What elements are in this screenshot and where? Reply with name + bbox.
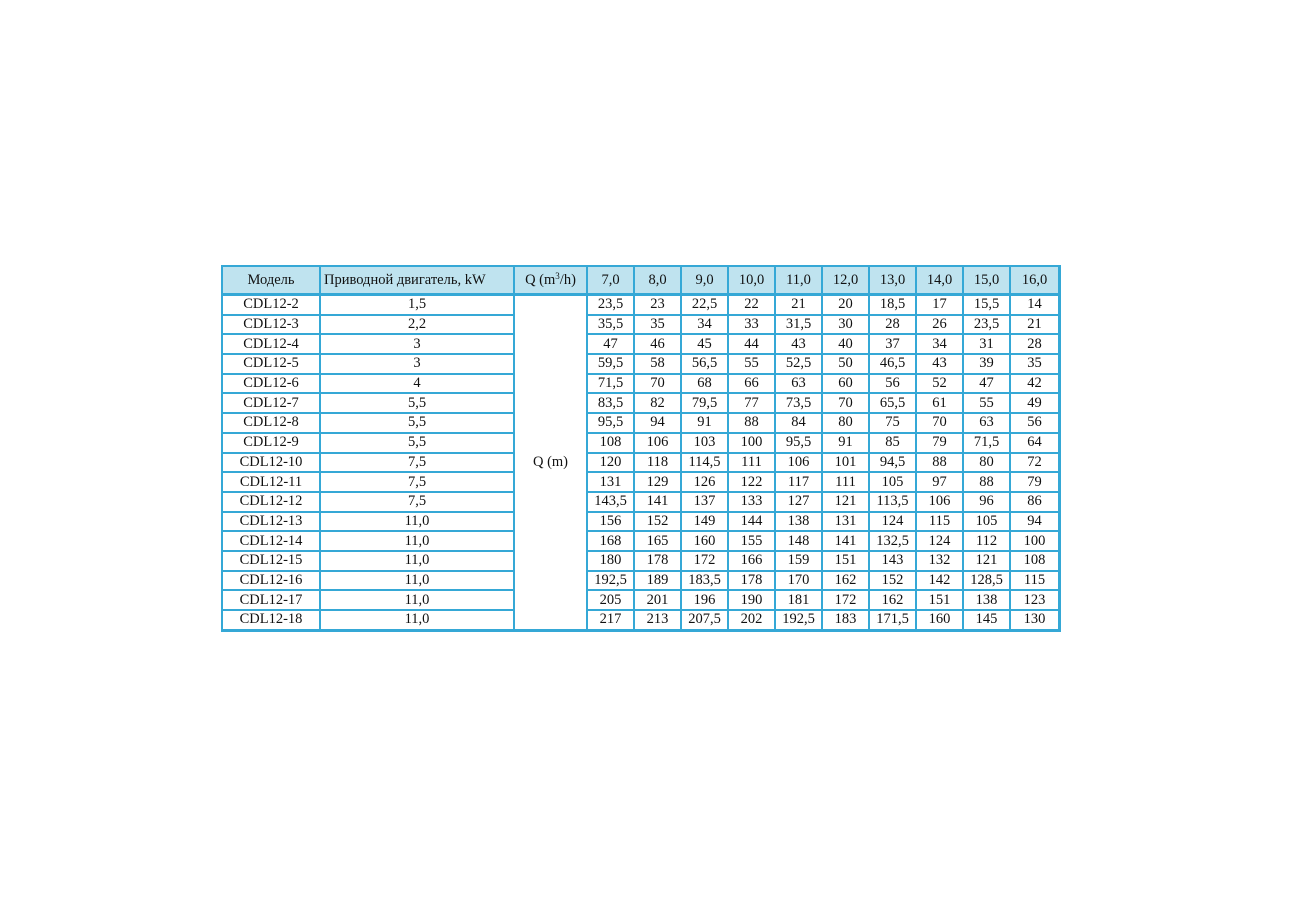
- head-value-cell: 83,5: [588, 394, 635, 414]
- head-value-cell: 132,5: [870, 532, 917, 552]
- head-value-cell: 21: [776, 296, 823, 316]
- head-value-cell: 47: [588, 335, 635, 355]
- flow-value-header: 14,0: [917, 267, 964, 296]
- head-value-cell: 115: [917, 513, 964, 533]
- motor-power-cell: 5,5: [321, 414, 515, 434]
- head-value-cell: 192,5: [588, 572, 635, 592]
- motor-power-cell: 1,5: [321, 296, 515, 316]
- head-value-cell: 149: [682, 513, 729, 533]
- head-value-cell: 192,5: [776, 611, 823, 629]
- head-value-cell: 106: [917, 493, 964, 513]
- head-value-cell: 170: [776, 572, 823, 592]
- head-value-cell: 35: [1011, 355, 1058, 375]
- head-value-cell: 168: [588, 532, 635, 552]
- head-value-cell: 106: [776, 454, 823, 474]
- head-value-cell: 121: [823, 493, 870, 513]
- head-value-cell: 61: [917, 394, 964, 414]
- head-value-cell: 20: [823, 296, 870, 316]
- head-value-cell: 190: [729, 591, 776, 611]
- model-cell: CDL12-16: [223, 572, 321, 592]
- model-cell: CDL12-5: [223, 355, 321, 375]
- table-body: [223, 296, 1058, 629]
- head-value-cell: 172: [682, 552, 729, 572]
- model-cell: CDL12-8: [223, 414, 321, 434]
- head-value-cell: 66: [729, 375, 776, 395]
- motor-power-cell: 5,5: [321, 394, 515, 414]
- head-value-cell: 207,5: [682, 611, 729, 629]
- head-value-cell: 180: [588, 552, 635, 572]
- flow-value-header: 10,0: [729, 267, 776, 296]
- head-value-cell: 151: [823, 552, 870, 572]
- head-value-cell: 145: [964, 611, 1011, 629]
- head-value-cell: 80: [964, 454, 1011, 474]
- head-value-cell: 196: [682, 591, 729, 611]
- head-value-cell: 105: [964, 513, 1011, 533]
- motor-power-column-header: Приводной двигатель, kW: [321, 267, 515, 296]
- model-cell: CDL12-3: [223, 316, 321, 336]
- head-value-cell: 34: [917, 335, 964, 355]
- motor-power-cell: 4: [321, 375, 515, 395]
- head-value-cell: 88: [729, 414, 776, 434]
- head-value-cell: 152: [635, 513, 682, 533]
- head-value-cell: 94: [1011, 513, 1058, 533]
- head-value-cell: 91: [682, 414, 729, 434]
- head-value-cell: 46: [635, 335, 682, 355]
- table-row: [223, 375, 1058, 395]
- head-value-cell: 63: [776, 375, 823, 395]
- head-value-cell: 144: [729, 513, 776, 533]
- motor-power-cell: 3: [321, 335, 515, 355]
- head-value-cell: 96: [964, 493, 1011, 513]
- head-value-cell: 14: [1011, 296, 1058, 316]
- head-value-cell: 141: [635, 493, 682, 513]
- head-value-cell: 127: [776, 493, 823, 513]
- flow-value-header: 7,0: [588, 267, 635, 296]
- motor-power-cell: 7,5: [321, 473, 515, 493]
- head-value-cell: 59,5: [588, 355, 635, 375]
- head-value-cell: 111: [823, 473, 870, 493]
- head-value-cell: 79: [917, 434, 964, 454]
- model-cell: CDL12-11: [223, 473, 321, 493]
- head-value-cell: 183,5: [682, 572, 729, 592]
- table-row: [223, 513, 1058, 533]
- head-value-cell: 70: [823, 394, 870, 414]
- head-value-cell: 123: [1011, 591, 1058, 611]
- head-value-cell: 122: [729, 473, 776, 493]
- head-value-cell: 155: [729, 532, 776, 552]
- head-value-cell: 94: [635, 414, 682, 434]
- head-value-cell: 120: [588, 454, 635, 474]
- head-unit-label: Q (m): [515, 296, 588, 629]
- head-value-cell: 23: [635, 296, 682, 316]
- head-value-cell: 40: [823, 335, 870, 355]
- head-value-cell: 189: [635, 572, 682, 592]
- motor-power-cell: 7,5: [321, 493, 515, 513]
- motor-power-cell: 11,0: [321, 572, 515, 592]
- head-value-cell: 103: [682, 434, 729, 454]
- flow-rate-header-suffix: /h): [559, 272, 576, 288]
- table-row: [223, 591, 1058, 611]
- table-row: [223, 414, 1058, 434]
- head-value-cell: 82: [635, 394, 682, 414]
- head-value-cell: 126: [682, 473, 729, 493]
- head-value-cell: 201: [635, 591, 682, 611]
- head-value-cell: 202: [729, 611, 776, 629]
- table-row: [223, 532, 1058, 552]
- head-value-cell: 217: [588, 611, 635, 629]
- head-value-cell: 79,5: [682, 394, 729, 414]
- flow-rate-column-header: [515, 267, 588, 296]
- head-value-cell: 23,5: [588, 296, 635, 316]
- head-value-cell: 55: [964, 394, 1011, 414]
- head-value-cell: 113,5: [870, 493, 917, 513]
- head-value-cell: 75: [870, 414, 917, 434]
- table-row: [223, 552, 1058, 572]
- motor-power-cell: 7,5: [321, 454, 515, 474]
- model-cell: CDL12-12: [223, 493, 321, 513]
- head-value-cell: 115: [1011, 572, 1058, 592]
- model-cell: CDL12-10: [223, 454, 321, 474]
- head-value-cell: 159: [776, 552, 823, 572]
- head-value-cell: 43: [776, 335, 823, 355]
- head-value-cell: 70: [917, 414, 964, 434]
- head-value-cell: 79: [1011, 473, 1058, 493]
- table-row: [223, 296, 1058, 316]
- head-value-cell: 88: [917, 454, 964, 474]
- head-value-cell: 128,5: [964, 572, 1011, 592]
- head-value-cell: 106: [635, 434, 682, 454]
- head-value-cell: 37: [870, 335, 917, 355]
- model-cell: CDL12-6: [223, 375, 321, 395]
- flow-value-header: 12,0: [823, 267, 870, 296]
- motor-power-cell: 2,2: [321, 316, 515, 336]
- head-value-cell: 44: [729, 335, 776, 355]
- head-value-cell: 172: [823, 591, 870, 611]
- head-value-cell: 160: [682, 532, 729, 552]
- head-value-cell: 142: [917, 572, 964, 592]
- head-value-cell: 35: [635, 316, 682, 336]
- head-value-cell: 50: [823, 355, 870, 375]
- head-value-cell: 137: [682, 493, 729, 513]
- head-value-cell: 17: [917, 296, 964, 316]
- head-value-cell: 56: [870, 375, 917, 395]
- head-value-cell: 28: [870, 316, 917, 336]
- head-value-cell: 114,5: [682, 454, 729, 474]
- flow-value-header: 13,0: [870, 267, 917, 296]
- head-value-cell: 178: [729, 572, 776, 592]
- head-value-cell: 84: [776, 414, 823, 434]
- head-value-cell: 58: [635, 355, 682, 375]
- head-value-cell: 46,5: [870, 355, 917, 375]
- motor-power-cell: 11,0: [321, 552, 515, 572]
- head-value-cell: 117: [776, 473, 823, 493]
- head-value-cell: 95,5: [776, 434, 823, 454]
- head-value-cell: 124: [917, 532, 964, 552]
- motor-power-cell: 5,5: [321, 434, 515, 454]
- head-value-cell: 131: [823, 513, 870, 533]
- head-value-cell: 111: [729, 454, 776, 474]
- head-value-cell: 21: [1011, 316, 1058, 336]
- head-value-cell: 143,5: [588, 493, 635, 513]
- flow-value-header: 8,0: [635, 267, 682, 296]
- head-value-cell: 138: [964, 591, 1011, 611]
- head-value-cell: 131: [588, 473, 635, 493]
- model-cell: CDL12-2: [223, 296, 321, 316]
- head-value-cell: 72: [1011, 454, 1058, 474]
- head-value-cell: 171,5: [870, 611, 917, 629]
- head-value-cell: 143: [870, 552, 917, 572]
- head-value-cell: 165: [635, 532, 682, 552]
- model-cell: CDL12-18: [223, 611, 321, 629]
- head-value-cell: 124: [870, 513, 917, 533]
- head-value-cell: 108: [1011, 552, 1058, 572]
- head-value-cell: 213: [635, 611, 682, 629]
- head-value-cell: 108: [588, 434, 635, 454]
- head-value-cell: 80: [823, 414, 870, 434]
- head-value-cell: 22: [729, 296, 776, 316]
- model-cell: CDL12-17: [223, 591, 321, 611]
- head-value-cell: 64: [1011, 434, 1058, 454]
- table-row: [223, 454, 1058, 474]
- table-row: [223, 316, 1058, 336]
- model-cell: CDL12-9: [223, 434, 321, 454]
- head-value-cell: 121: [964, 552, 1011, 572]
- table-row: [223, 611, 1058, 629]
- head-value-cell: 152: [870, 572, 917, 592]
- table-row: [223, 572, 1058, 592]
- head-value-cell: 85: [870, 434, 917, 454]
- head-value-cell: 34: [682, 316, 729, 336]
- head-value-cell: 49: [1011, 394, 1058, 414]
- head-value-cell: 55: [729, 355, 776, 375]
- head-value-cell: 56,5: [682, 355, 729, 375]
- head-value-cell: 205: [588, 591, 635, 611]
- head-value-cell: 156: [588, 513, 635, 533]
- head-value-cell: 101: [823, 454, 870, 474]
- head-value-cell: 71,5: [964, 434, 1011, 454]
- motor-power-cell: 3: [321, 355, 515, 375]
- head-value-cell: 166: [729, 552, 776, 572]
- head-value-cell: 70: [635, 375, 682, 395]
- motor-power-cell: 11,0: [321, 591, 515, 611]
- table-row: [223, 355, 1058, 375]
- head-value-cell: 118: [635, 454, 682, 474]
- pump-performance-table: [221, 265, 1061, 632]
- head-value-cell: 160: [917, 611, 964, 629]
- head-value-cell: 47: [964, 375, 1011, 395]
- head-value-cell: 100: [729, 434, 776, 454]
- flow-value-header: 9,0: [682, 267, 729, 296]
- head-value-cell: 30: [823, 316, 870, 336]
- head-value-cell: 43: [917, 355, 964, 375]
- head-value-cell: 35,5: [588, 316, 635, 336]
- table-row: [223, 335, 1058, 355]
- table-row: [223, 434, 1058, 454]
- head-value-cell: 100: [1011, 532, 1058, 552]
- model-cell: CDL12-14: [223, 532, 321, 552]
- head-value-cell: 148: [776, 532, 823, 552]
- head-value-cell: 181: [776, 591, 823, 611]
- head-value-cell: 56: [1011, 414, 1058, 434]
- head-value-cell: 138: [776, 513, 823, 533]
- flow-value-header: 16,0: [1011, 267, 1058, 296]
- head-value-cell: 178: [635, 552, 682, 572]
- head-value-cell: 94,5: [870, 454, 917, 474]
- head-value-cell: 112: [964, 532, 1011, 552]
- head-value-cell: 95,5: [588, 414, 635, 434]
- head-value-cell: 129: [635, 473, 682, 493]
- head-value-cell: 162: [870, 591, 917, 611]
- flow-rate-header-superscript: 3: [555, 271, 560, 281]
- head-value-cell: 162: [823, 572, 870, 592]
- head-value-cell: 151: [917, 591, 964, 611]
- head-value-cell: 68: [682, 375, 729, 395]
- head-value-cell: 52,5: [776, 355, 823, 375]
- motor-power-cell: 11,0: [321, 611, 515, 629]
- head-value-cell: 105: [870, 473, 917, 493]
- head-value-cell: 33: [729, 316, 776, 336]
- head-value-cell: 88: [964, 473, 1011, 493]
- motor-power-cell: 11,0: [321, 513, 515, 533]
- model-cell: CDL12-4: [223, 335, 321, 355]
- table-row: [223, 473, 1058, 493]
- head-value-cell: 71,5: [588, 375, 635, 395]
- head-value-cell: 60: [823, 375, 870, 395]
- table-header-row: [223, 267, 1058, 296]
- head-value-cell: 183: [823, 611, 870, 629]
- head-value-cell: 42: [1011, 375, 1058, 395]
- head-value-cell: 28: [1011, 335, 1058, 355]
- head-value-cell: 22,5: [682, 296, 729, 316]
- model-column-header: Модель: [223, 267, 321, 296]
- head-value-cell: 86: [1011, 493, 1058, 513]
- head-value-cell: 39: [964, 355, 1011, 375]
- flow-value-header: 15,0: [964, 267, 1011, 296]
- head-value-cell: 52: [917, 375, 964, 395]
- table-row: [223, 493, 1058, 513]
- head-value-cell: 132: [917, 552, 964, 572]
- flow-value-header: 11,0: [776, 267, 823, 296]
- head-value-cell: 141: [823, 532, 870, 552]
- motor-power-cell: 11,0: [321, 532, 515, 552]
- head-value-cell: 133: [729, 493, 776, 513]
- head-value-cell: 15,5: [964, 296, 1011, 316]
- head-value-cell: 31: [964, 335, 1011, 355]
- head-value-cell: 18,5: [870, 296, 917, 316]
- head-value-cell: 91: [823, 434, 870, 454]
- head-value-cell: 23,5: [964, 316, 1011, 336]
- head-value-cell: 63: [964, 414, 1011, 434]
- model-cell: CDL12-7: [223, 394, 321, 414]
- model-cell: CDL12-15: [223, 552, 321, 572]
- flow-rate-header-prefix: Q (m: [525, 272, 556, 288]
- head-value-cell: 65,5: [870, 394, 917, 414]
- head-value-cell: 97: [917, 473, 964, 493]
- head-value-cell: 77: [729, 394, 776, 414]
- head-value-cell: 130: [1023, 611, 1046, 628]
- model-cell: CDL12-13: [223, 513, 321, 533]
- head-value-cell: 45: [682, 335, 729, 355]
- head-value-cell: 26: [917, 316, 964, 336]
- table-row: [223, 394, 1058, 414]
- head-value-cell: 31,5: [776, 316, 823, 336]
- head-value-cell: 73,5: [776, 394, 823, 414]
